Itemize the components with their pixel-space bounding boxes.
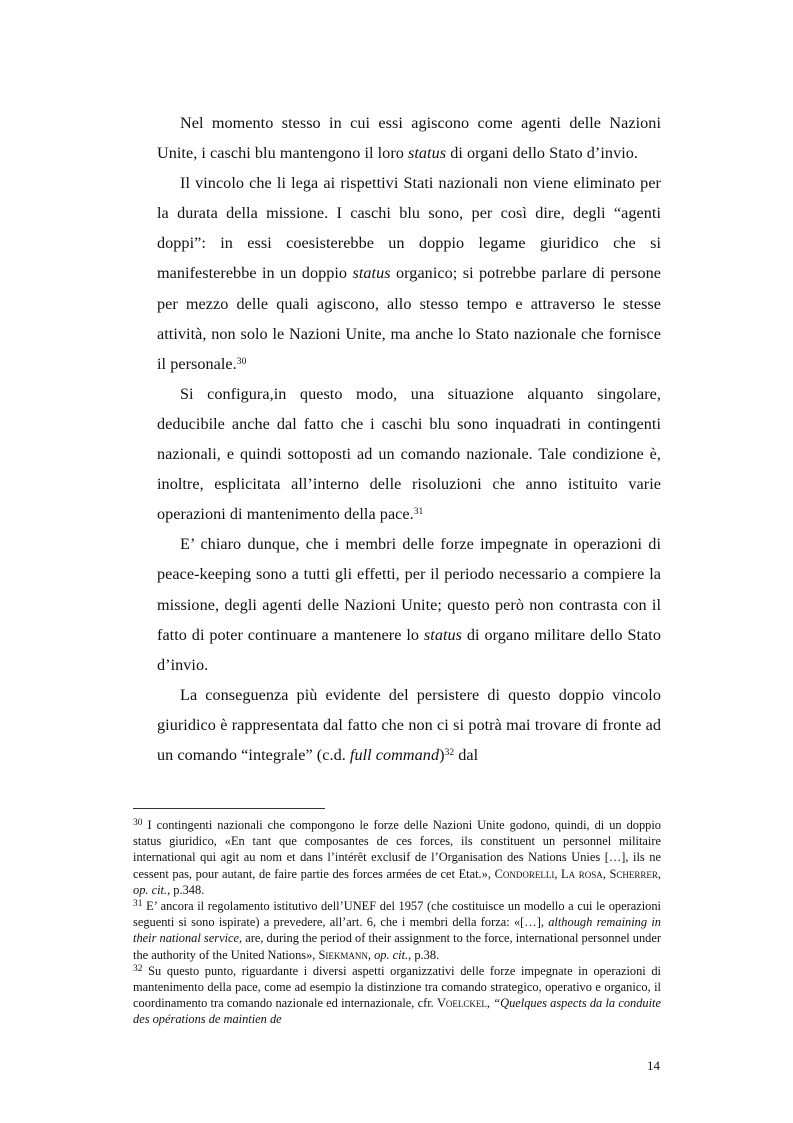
footnote-32: $^{32}$ Su questo punto, riguardante i diversi aspetti organizzativi delle forze impegnate in operazioni di mantenimento della pace, come ad esempio la distinzione tra comando strategico, operativo e organico, il coordinamento tra comando nazionale ed internazionale, cfr. Voelckel, “Quelques aspects da la conduite des opérations de maintien de [133,963,661,1027]
paragraph-3: Si configura,in questo modo, una situazione alquanto singolare, deducibile anche dal fatto che i caschi blu sono inquadrati in contingenti nazionali, e quindi sottoposti ad un comando nazionale. Tale condizione è, inoltre, esplicitata all’interno delle risoluzioni che anno istituito varie operazioni di mantenimento della pace.$^{31}$ [157,384,661,524]
paragraph-2: Il vincolo che li lega ai rispettivi Stati nazionali non viene eliminato per la durata della missione. I caschi blu sono, per così dire, degli “agenti doppi”: in essi coesisterebbe un doppio legame giuridico che si manifesterebbe in un doppio status organico; si potrebbe parlare di persone per mezzo delle quali agiscono, allo stesso tempo e attraverso le stesse attività, non solo le Nazioni Unite, ma anche lo Stato nazionale che fornisce il personale.$^{30}$ [157,174,661,373]
footnote-30: $^{30}$ I contingenti nazionali che compongono le forze delle Nazioni Unite godono, quindi, di un doppio status giuridico, «En tant que composantes de ces forces, ils constituent un personnel militaire international qui agit au nom et dans l’intérêt exclusif de l’Organisation des Nations Unies […], ils ne cessent pas, pour autant, de faire partie des forces armées de cet Etat.», Condorelli, La rosa, Scherrer, op. cit., p.348. [133,818,661,897]
footnote-ref-32[interactable]: 32 [444,747,455,758]
footnote-ref-30[interactable]: 30 [236,356,247,367]
paragraph-4: E’ chiaro dunque, che i membri delle forze impegnate in operazioni di peace-keeping sono a tutti gli effetti, per il periodo necessario a compiere la missione, degli agenti delle Nazioni Unite; questo però non contrasta con il fatto di poter continuare a mantenere lo status di organo militare dello Stato d’invio. [157,535,661,674]
page-number: 14 [647,1058,660,1073]
paragraph-5: La conseguenza più evidente del persistere di questo doppio vincolo giuridico è rappresentata dal fatto che non ci si potrà mai trovare di fronte ad un comando “integrale” (c.d. full command)$^{32}$ dal [157,685,661,764]
main-text [157,108,661,770]
paragraph-1: Nel momento stesso in cui essi agiscono come agenti delle Nazioni Unite, i caschi blu mantengono il loro status di organi dello Stato d’invio. [157,114,661,163]
footnotes [133,817,661,1028]
footnote-31: $^{31}$ E’ ancora il regolamento istitutivo dell’UNEF del 1957 (che costituisce un modello a cui le operazioni seguenti si sono ispirate) a prevedere, all’art. 6, che i membri della forza: «[…], although remaining in their national service, are, during the period of their assignment to the force, international personnel under the authority of the United Nations», Siekmann, op. cit., p.38. [133,899,661,962]
footnote-ref-31[interactable]: 31 [413,507,424,518]
footnote-separator [133,808,325,809]
